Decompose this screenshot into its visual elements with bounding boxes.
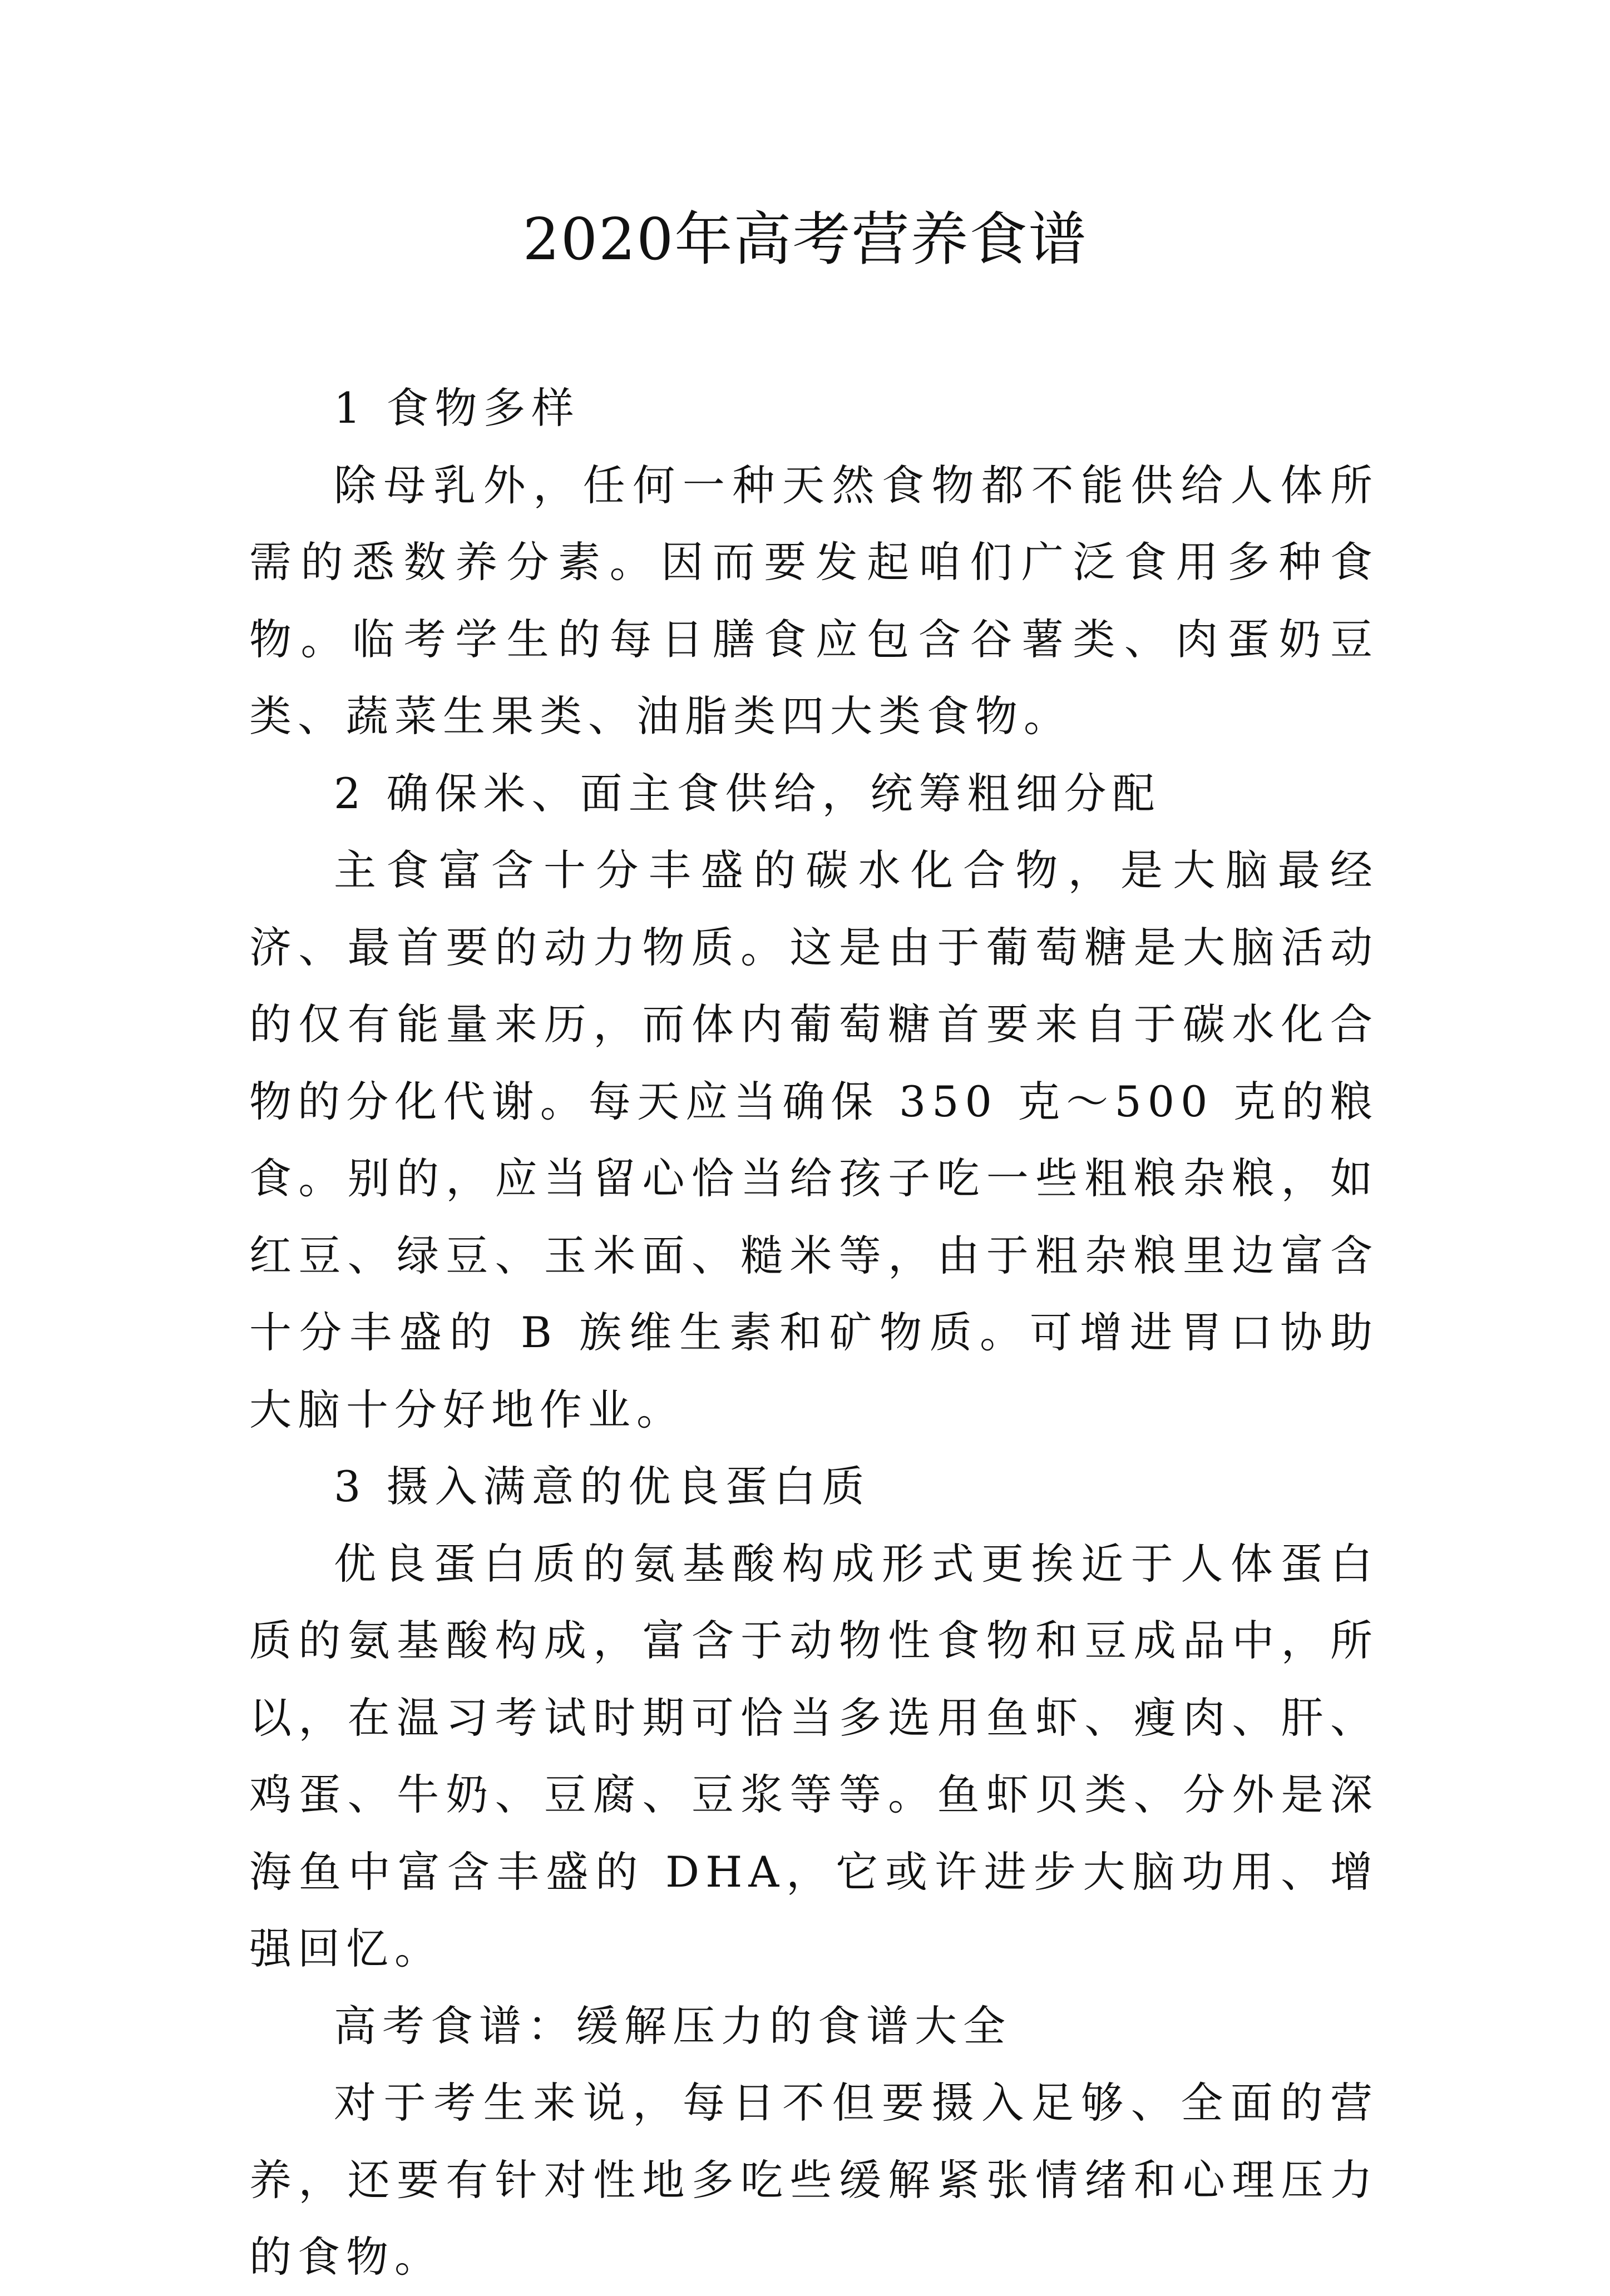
document-body [249,370,1379,2296]
paragraph-stress-relief: 对于考生来说，每日不但要摄入足够、全面的营养，还要有针对性地多吃些缓解紧张情绪和心理压力的食物。 [249,2078,1379,2282]
section-heading-protein: 3 摄入满意的优良蛋白质 [334,1462,871,1511]
section-heading-staple-food: 2 确保米、面主食供给，统筹粗细分配 [334,768,1161,818]
paragraph-protein: 优良蛋白质的氨基酸构成形式更挨近于人体蛋白质的氨基酸构成，富含于动物性食物和豆成品中，所以，在温习考试时期可恰当多选用鱼虾、瘦肉、肝、鸡蛋、牛奶、豆腐、豆浆等等。鱼虾贝类、分外是深海鱼中富含丰盛的 DHA，它或许进步大脑功用、增强回忆。 [249,1538,1379,1973]
paragraph-food-variety: 除母乳外，任何一种天然食物都不能供给人体所需的悉数养分素。因而要发起咱们广泛食用多种食物。临考学生的每日膳食应包含谷薯类、肉蛋奶豆类、蔬菜生果类、油脂类四大类食物。 [249,460,1379,741]
paragraph-staple-food: 主食富含十分丰盛的碳水化合物，是大脑最经济、最首要的动力物质。这是由于葡萄糖是大脑活动的仅有能量来历，而体内葡萄糖首要来自于碳水化合物的分化代谢。每天应当确保 350 克～500 克的粮食。别的，应当留心恰当给孩子吃一些粗粮杂粮，如红豆、绿豆、玉米面、糙米等，由于粗杂粮里边富含十分丰盛的 B 族维生素和矿物质。可增进胃口协助大脑十分好地作业。 [249,845,1379,1434]
section-heading-food-variety: 1 食物多样 [334,383,580,433]
section-heading-stress-relief: 高考食谱：缓解压力的食谱大全 [334,2001,1011,2051]
document-title: 2020年高考营养食谱 [522,205,1088,273]
